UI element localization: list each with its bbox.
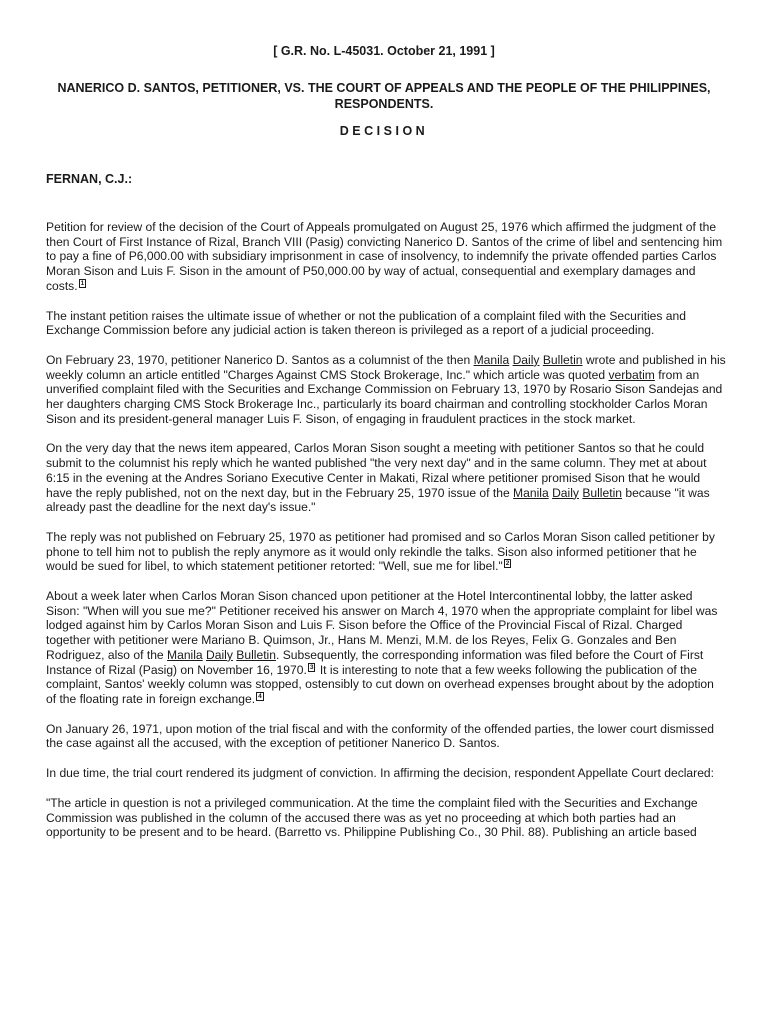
paragraph-9 [46, 796, 726, 840]
paragraph-text: "The article in question is not a privileged communication. At the time the complaint filed with the Securities and Exchange Commission was published in the column of the accused there was as yet no proceeding at which both parties had an opportunity to be present and to be heard. (Barretto vs. Philippine Publishing Co., 30 Phil. 88). Publishing an article based [46, 795, 698, 840]
link-daily[interactable]: Daily [512, 352, 540, 367]
link-bulletin[interactable]: Bulletin [236, 647, 276, 662]
link-bulletin[interactable]: Bulletin [582, 485, 622, 500]
paragraph-3 [46, 353, 726, 427]
link-daily[interactable]: Daily [552, 485, 579, 500]
footnote-link-2[interactable]: 2 [505, 560, 510, 568]
paragraph-text: On February 23, 1970, petitioner Nanerico D. Santos as a columnist of the then [46, 352, 474, 367]
footnote-link-4[interactable]: 4 [258, 692, 262, 700]
case-number: [ G.R. No. L-45031. October 21, 1991 ] [273, 44, 495, 58]
paragraph-text: . Subsequently, the corresponding information was filed before the Court of First Instance of Rizal (Pasig) on November 16, 1970. [46, 647, 704, 677]
paragraph-text: About a week later when Carlos Moran Sison chanced upon petitioner at the Hotel Intercontinental lobby, the latter asked Sison: "When will you sue me?" Petitioner received his answer on March 4, 1970 when the appropriate complaint for libel was lodged against him by Carlos Moran Sison and Luis F. Sison before the Office of the Provincial Fiscal of Rizal. Charged together with petitioner were Mariano B. Quimson, Jr., Hans M. Menzi, M.M. de los Reyes, Felix G. Gonzales and Ben Rodriguez, also of the [46, 589, 718, 662]
paragraph-4 [46, 441, 726, 515]
link-bulletin[interactable]: Bulletin [542, 352, 583, 367]
paragraph-text: from an unverified complaint filed with the Securities and Exchange Commission on February 13, 1970 by Rosario Sison Sandejas and her daughters charging CMS Stock Brokerage Inc., particularly its board chairman and controlling stockholder Carlos Moran Sison and its president-general manager Luis F. Sison, of engaging in fraudulent practices in the stock market. [46, 367, 723, 426]
paragraph-text: The reply was not published on February 25, 1970 as petitioner had promised and so Carlos Moran Sison called petitioner by phone to tell him not to publish the reply anymore as it would only rekindle the talks. Sison also informed petitioner that he would be sued for libel, to which statement petitioner retorted: "Well, sue me for libel." [46, 529, 715, 574]
paragraph-5 [46, 530, 726, 574]
paragraph-text: On the very day that the news item appeared, Carlos Moran Sison sought a meeting with petitioner Santos so that he could submit to the columnist his reply which he wanted published "the very next day" and in the same column. They met at about 6:15 in the evening at the Andres Soriano Executive Center in Makati, Rizal where petitioner promised Sison that he would have the reply published, not on the next day, but in the February 25, 1970 issue of the [46, 441, 707, 500]
link-daily[interactable]: Daily [206, 647, 233, 662]
paragraph-text: wrote and published in his weekly column an article entitled "Charges Against CMS Stock Brokerage, Inc." which article was quoted [46, 352, 726, 382]
paragraph-text: It is interesting to note that a few weeks following the publication of the complaint, Santos' weekly column was stopped, ostensibly to cut down on overhead expenses brought about by the adoption of the floating rate in foreign exchange. [46, 662, 714, 706]
link-manila[interactable]: Manila [167, 647, 203, 662]
paragraph-text: Petition for review of the decision of the Court of Appeals promulgated on August 25, 1976 which affirmed the judgment of the then Court of First Instance of Rizal, Branch VIII (Pasig) convicting Nanerico D. Santos of the crime of libel and sentencing him to pay a fine of P6,000.00 with subsidiary imprisonment in case of insolvency, to indemnify the private offended parties Carlos Moran Sison and Luis F. Sison in the amount of P50,000.00 by way of actual, consequential and exemplary damages and costs. [46, 220, 723, 293]
paragraph-2 [46, 309, 726, 338]
paragraph-8 [46, 766, 726, 781]
paragraph-text: On January 26, 1971, upon motion of the trial fiscal and with the conformity of the offended parties, the lower court dismissed the case against all the accused, with the exception of petitioner Nanerico D. Santos. [46, 721, 714, 751]
link-manila[interactable]: Manila [473, 352, 510, 367]
paragraph-text: The instant petition raises the ultimate issue of whether or not the publication of a complaint filed with the Securities and Exchange Commission before any judicial action is taken thereon is privileged as a report of a judicial proceeding. [46, 308, 686, 338]
decision-body [46, 220, 726, 855]
footnote-link-3[interactable]: 3 [309, 663, 314, 671]
link-verbatim[interactable]: verbatim [608, 367, 655, 382]
paragraph-text: because "it was already past the deadline for the next day's issue." [46, 485, 710, 515]
author-line: FERNAN, C.J.: [46, 172, 133, 186]
paragraph-7 [46, 722, 726, 751]
paragraph-6 [46, 589, 726, 707]
link-manila[interactable]: Manila [513, 485, 549, 500]
case-parties: NANERICO D. SANTOS, PETITIONER, VS. THE COURT OF APPEALS AND THE PEOPLE OF THE PHILIPPINES, RESPONDENTS. [57, 81, 711, 111]
footnote-link-1[interactable]: 1 [80, 279, 85, 287]
paragraph-text: In due time, the trial court rendered its judgment of conviction. In affirming the decision, respondent Appellate Court declared: [46, 766, 715, 781]
decision-heading: DECISION [339, 124, 429, 138]
paragraph-1 [46, 220, 726, 294]
